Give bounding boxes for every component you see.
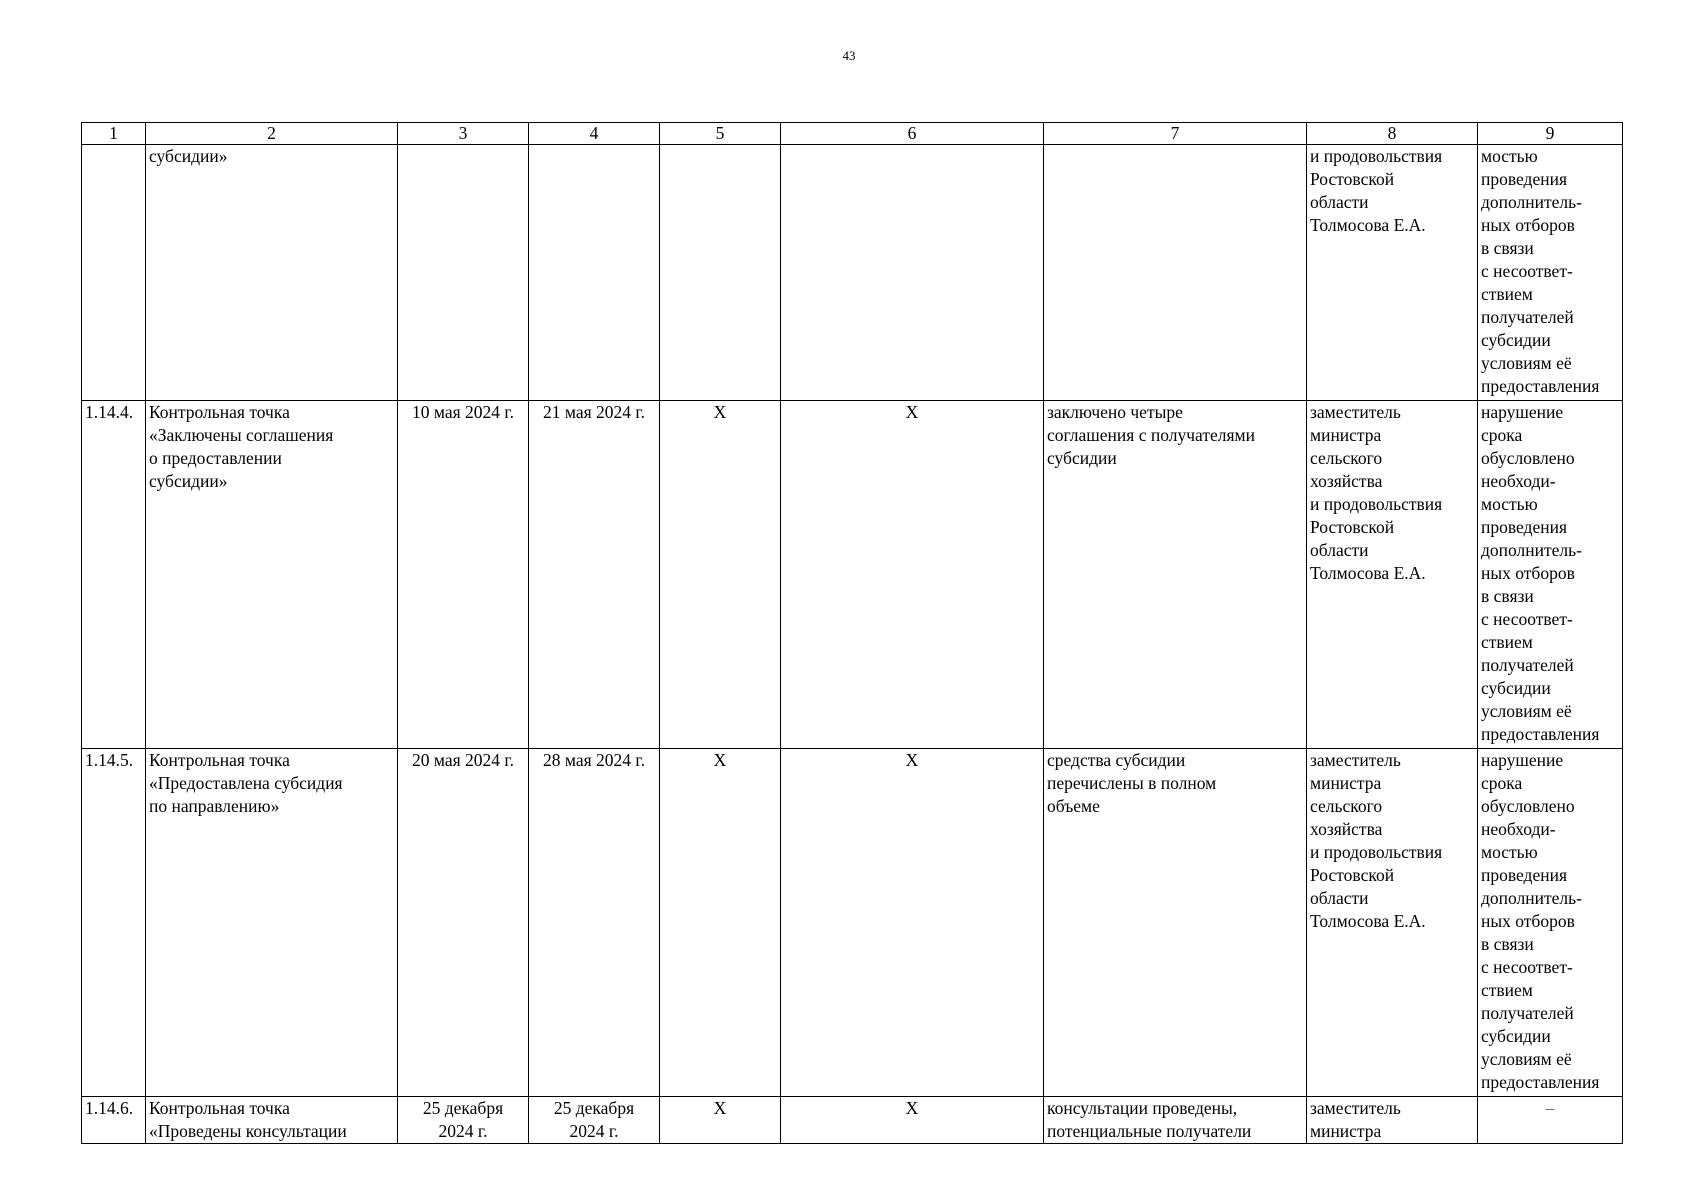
column-header-9: 9 [1478,123,1623,145]
note-text: нарушение срока обусловлено необходи- мостью проведения дополнитель- ных отборов в связи с несоответ- ствием получателей субсидии условиям её предоставления [1478,749,1623,1097]
table-row [82,1097,1623,1144]
responsible-person: заместитель министра [1307,1097,1478,1144]
responsible-person: и продовольствия Ростовской области Толмосова Е.А. [1307,145,1478,401]
responsible-person: заместитель министра сельского хозяйства и продовольствия Ростовской области Толмосова Е.А. [1307,749,1478,1097]
row-number [82,145,146,401]
column-6-value: Х [781,749,1044,1097]
end-date [529,145,660,401]
column-6-value: Х [781,1097,1044,1144]
column-5-value [660,145,781,401]
event-name: Контрольная точка «Заключены соглашения о предоставлении субсидии» [146,401,398,749]
report-table [81,122,1623,1144]
event-name: Контрольная точка «Проведены консультации [146,1097,398,1144]
row-number: 1.14.6. [82,1097,146,1144]
row-number: 1.14.5. [82,749,146,1097]
column-header-8: 8 [1307,123,1478,145]
page-number: 43 [842,48,856,63]
end-date: 28 мая 2024 г. [529,749,660,1097]
column-header-1: 1 [82,123,146,145]
end-date: 25 декабря 2024 г. [529,1097,660,1144]
column-header-4: 4 [529,123,660,145]
column-5-value: Х [660,1097,781,1144]
responsible-person: заместитель министра сельского хозяйства и продовольствия Ростовской области Толмосова Е.А. [1307,401,1478,749]
event-name: субсидии» [146,145,398,401]
event-name: Контрольная точка «Предоставлена субсидия по направлению» [146,749,398,1097]
column-5-value: Х [660,401,781,749]
start-date [398,145,529,401]
column-6-value: Х [781,401,1044,749]
note-text: мостью проведения дополнитель- ных отборов в связи с несоответ- ствием получателей субсидии условиям её предоставления [1478,145,1623,401]
row-number: 1.14.4. [82,401,146,749]
result-text: консультации проведены, потенциальные получатели [1044,1097,1307,1144]
end-date: 21 мая 2024 г. [529,401,660,749]
start-date: 20 мая 2024 г. [398,749,529,1097]
column-header-row [82,123,1623,145]
start-date: 10 мая 2024 г. [398,401,529,749]
result-text: заключено четыре соглашения с получателями субсидии [1044,401,1307,749]
table-row [82,145,1623,401]
column-header-7: 7 [1044,123,1307,145]
result-text: средства субсидии перечислены в полном объеме [1044,749,1307,1097]
column-5-value: Х [660,749,781,1097]
column-6-value [781,145,1044,401]
column-header-6: 6 [781,123,1044,145]
column-header-5: 5 [660,123,781,145]
table-row [82,749,1623,1097]
column-header-2: 2 [146,123,398,145]
result-text [1044,145,1307,401]
start-date: 25 декабря 2024 г. [398,1097,529,1144]
column-header-3: 3 [398,123,529,145]
note-text: – [1478,1097,1623,1144]
note-text: нарушение срока обусловлено необходи- мостью проведения дополнитель- ных отборов в связи с несоответ- ствием получателей субсидии условиям её предоставления [1478,401,1623,749]
table-row [82,401,1623,749]
